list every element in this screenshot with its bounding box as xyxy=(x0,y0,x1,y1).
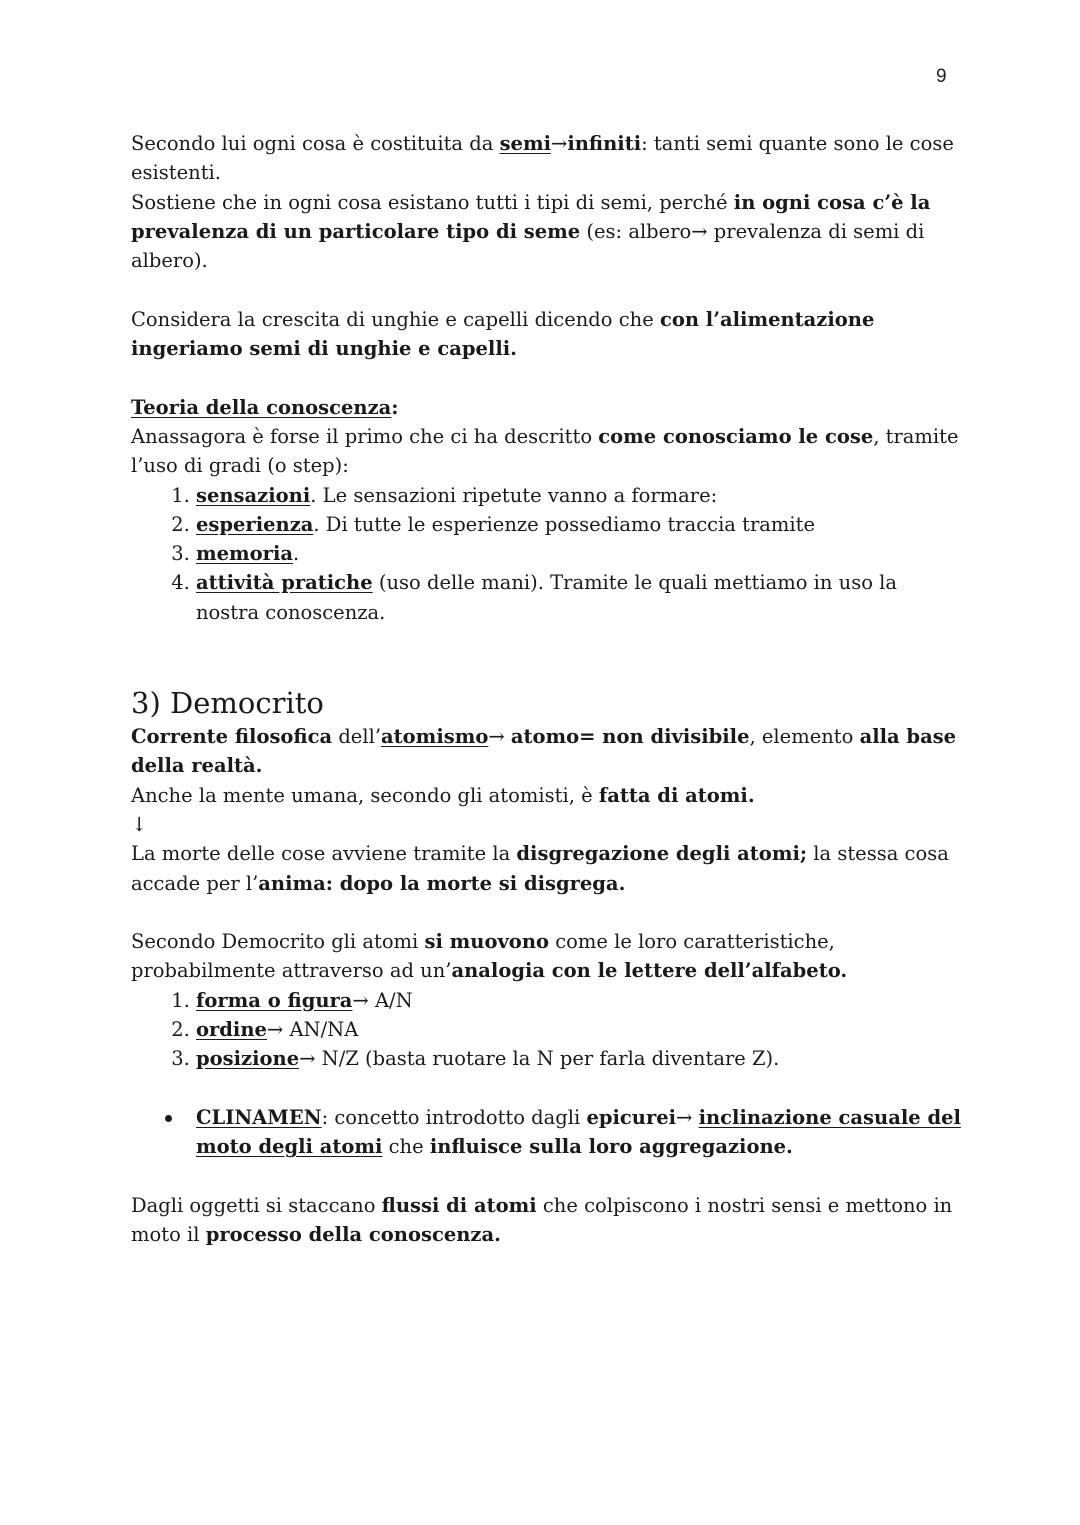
text: Anche la mente umana, secondo gli atomisti, è xyxy=(131,783,599,807)
text: → A/N xyxy=(352,988,413,1012)
list-item xyxy=(196,1103,961,1162)
text: , elemento xyxy=(749,725,860,749)
bold-aggregazione: influisce sulla loro aggregazione. xyxy=(429,1135,793,1159)
bold-disgregazione: disgregazione degli atomi; xyxy=(516,842,808,866)
term-inclinazione: inclinazione casuale del moto degli atomi xyxy=(196,1105,961,1159)
text: la stessa cosa accade per l’ xyxy=(131,842,949,895)
paragraph-conoscenza xyxy=(131,422,961,481)
text: . Di tutte le esperienze possediamo traccia tramite xyxy=(313,512,816,536)
text: che colpiscono i nostri sensi e mettono in moto il xyxy=(131,1193,953,1247)
term: esperienza xyxy=(196,512,314,536)
knowledge-heading xyxy=(131,393,961,422)
paragraph-atomismo xyxy=(131,722,961,781)
section-heading-democrito: 3) Democrito xyxy=(131,686,324,721)
text: . Le sensazioni ripetute vanno a formare: xyxy=(310,483,718,507)
term-semi: semi xyxy=(499,132,551,155)
term: ordine xyxy=(196,1018,267,1042)
text: che xyxy=(382,1135,430,1159)
bold-come-conosciamo: come conosciamo le cose xyxy=(598,424,874,448)
text: (es: albero→ prevalenza di semi di albero). xyxy=(131,219,925,273)
heading-teoria: Teoria della conoscenza xyxy=(131,395,392,419)
bold-processo: processo della conoscenza. xyxy=(205,1223,501,1247)
text: Considera la crescita di unghie e capelli dicendo che xyxy=(131,307,660,331)
bold-epicurei: epicurei xyxy=(586,1105,677,1129)
bold-corrente: Corrente filosofica xyxy=(131,725,333,749)
list-item xyxy=(196,986,961,1015)
term-infiniti: infiniti xyxy=(567,132,642,155)
term-atomismo: atomismo xyxy=(381,725,489,749)
list-item xyxy=(196,1015,961,1044)
bold-base-realta: alla base della realtà. xyxy=(131,725,957,778)
bold-si-muovono: si muovono xyxy=(424,930,549,954)
text: . xyxy=(293,542,300,566)
text: Secondo lui ogni cosa è costituita da xyxy=(131,132,500,155)
steps-list xyxy=(131,481,961,627)
paragraph-unghie xyxy=(131,305,961,364)
page-number: 9 xyxy=(936,66,947,87)
term: sensazioni xyxy=(196,483,311,507)
paragraph-prevalenza xyxy=(131,188,961,276)
bold-prevalenza: in ogni cosa c’è la prevalenza di un particolare tipo di seme xyxy=(131,190,931,243)
list-item xyxy=(196,510,961,539)
term: posizione xyxy=(196,1047,300,1071)
text: Sostiene che in ogni cosa esistano tutti i tipi di semi, perché xyxy=(131,190,734,214)
bold-analogia: analogia con le lettere dell’alfabeto. xyxy=(451,959,848,983)
arrow: → xyxy=(676,1105,699,1129)
text: : concetto introdotto dagli xyxy=(321,1105,587,1129)
paragraph-mente xyxy=(131,781,961,810)
bold-alimentazione: con l’alimentazione ingeriamo semi di unghie e capelli. xyxy=(131,307,875,361)
paragraph-morte xyxy=(131,839,961,898)
list-item xyxy=(196,1044,961,1073)
list-item xyxy=(196,481,961,510)
arrow: → xyxy=(488,725,511,749)
down-arrow: ↓ xyxy=(131,812,148,836)
page-content xyxy=(131,129,961,1249)
paragraph-alfabeto xyxy=(131,927,961,986)
arrow: → xyxy=(551,132,568,155)
list-item xyxy=(196,568,961,627)
text: : tanti semi quante sono le cose esistenti. xyxy=(131,132,954,185)
text: Dagli oggetti si staccano xyxy=(131,1193,382,1217)
term: attività pratiche xyxy=(196,571,373,595)
term: memoria xyxy=(196,542,293,566)
list-item xyxy=(196,539,961,568)
features-list xyxy=(131,986,961,1074)
clinamen-list xyxy=(131,1103,961,1162)
text: Secondo Democrito gli atomi xyxy=(131,930,425,954)
paragraph-flussi xyxy=(131,1191,961,1250)
bold-flussi: flussi di atomi xyxy=(381,1193,537,1217)
bold-atomo: atomo= non divisibile xyxy=(510,725,750,749)
colon: : xyxy=(391,395,399,419)
paragraph-semi xyxy=(131,129,961,188)
text: → AN/NA xyxy=(266,1018,359,1042)
text: (uso delle mani). Tramite le quali mettiamo in uso la nostra conoscenza. xyxy=(196,571,898,624)
term-clinamen: CLINAMEN xyxy=(196,1105,322,1129)
term: forma o figura xyxy=(196,988,353,1012)
text: come le loro caratteristiche, probabilmente attraverso ad un’ xyxy=(131,930,835,983)
text: , tramite l’uso di gradi (o step): xyxy=(131,424,959,478)
text: Anassagora è forse il primo che ci ha descritto xyxy=(131,424,599,448)
bold-fatta-atomi: fatta di atomi. xyxy=(598,783,755,807)
bold-anima: anima: dopo la morte si disgrega. xyxy=(258,871,626,895)
text: → N/Z (basta ruotare la N per farla diventare Z). xyxy=(299,1047,780,1071)
text: La morte delle cose avviene tramite la xyxy=(131,842,517,866)
text: dell’ xyxy=(332,725,382,749)
